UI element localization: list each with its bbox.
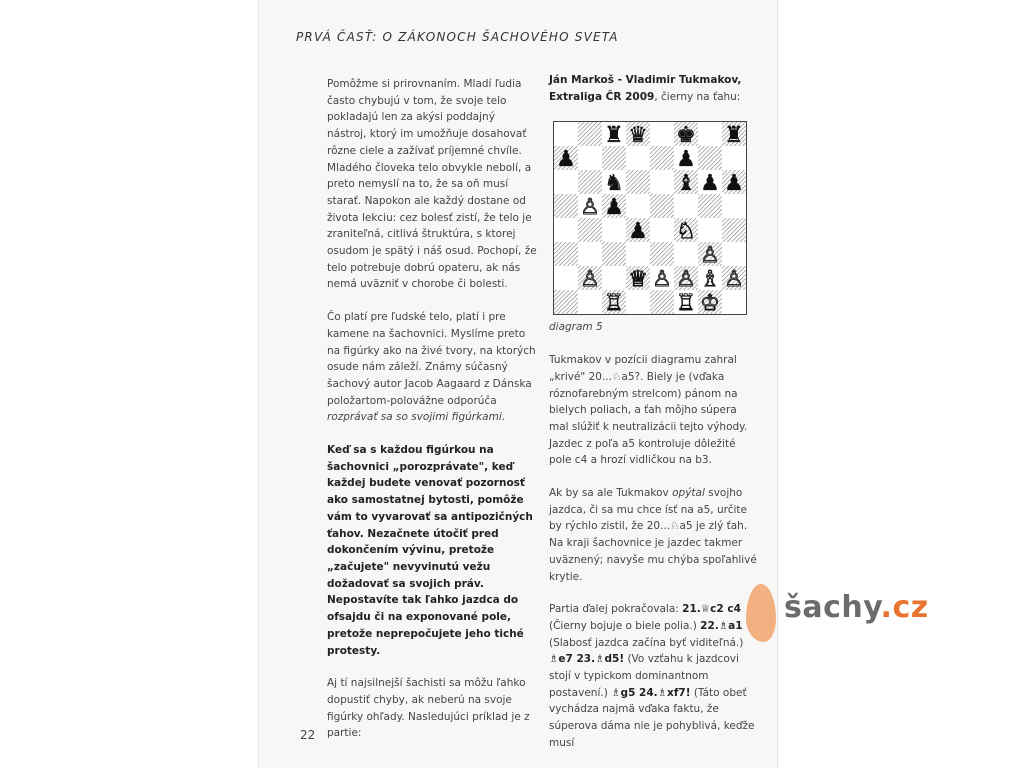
piece-black-f6: ♝ xyxy=(676,171,696,197)
square-g5 xyxy=(698,194,722,218)
paragraph-pieces xyxy=(327,309,537,426)
piece-white-d2: ♕ xyxy=(628,267,648,293)
square-a4 xyxy=(554,218,578,242)
square-f5 xyxy=(674,194,698,218)
paragraph-pieces-text: Čo platí pre ľudské telo, platí i pre kamene na šachovnici. Myslíme preto na figúrky ako na živé tvory, na ktorých osude nám záleží. Známy súčasný šachový autor Jacob Aagaard z Dánska položartom-polovážne odporúča xyxy=(327,311,536,407)
ask-knight-italic: opýtal xyxy=(672,487,705,500)
move-21: 21.♕c2 c4 xyxy=(682,603,741,616)
square-h5 xyxy=(722,194,746,218)
piece-black-d4: ♟ xyxy=(628,219,648,245)
square-b1 xyxy=(578,290,602,314)
piece-black-f7: ♟ xyxy=(676,147,696,173)
chess-diagram xyxy=(553,121,747,315)
square-f3 xyxy=(674,242,698,266)
square-c7 xyxy=(602,146,626,170)
paragraph-bold-advice: Keď sa s každou figúrkou na šachovnici „porozprávate", keď každej budete venovať pozornosť ako samostatnej bytosti, pomôže vám to vyvarovať sa antipozičných ťahov. Nezačnete útočiť pred dokončením vývinu, pretože „začujete" nevyvinutú vežu dožadovať sa svojich práv. Nepostavíte tak ľahko jazdca do ofsajdu či na exponované pole, pretože neprepočujete jeho tiché protesty. xyxy=(327,444,533,657)
square-b4 xyxy=(578,218,602,242)
paragraph-ask-knight xyxy=(549,485,757,585)
square-e7 xyxy=(650,146,674,170)
chess-board xyxy=(554,122,746,314)
square-h1 xyxy=(722,290,746,314)
paragraph-pieces-end: . xyxy=(501,411,506,424)
aagaard-quote: rozprávať sa so svojimi figúrkami xyxy=(327,411,502,424)
square-b3 xyxy=(578,242,602,266)
piece-white-f1: ♖ xyxy=(676,291,696,315)
square-a1 xyxy=(554,290,578,314)
ask-knight-text-a: Ak by sa ale Tukmakov xyxy=(549,487,673,500)
watermark-text xyxy=(784,590,929,625)
running-header: PRVÁ ČASŤ: O ZÁKONOCH ŠACHOVÉHO SVETA xyxy=(296,30,619,44)
piece-white-e2: ♙ xyxy=(652,267,672,293)
square-b6 xyxy=(578,170,602,194)
paragraph-tukmakov-move: Tukmakov v pozícii diagramu zahral „krivé" 20...♘a5?. Biely je (vďaka róznofarebným strelcom) pánom na bielych poliach, a ťah môjho súpera mal slúžiť k neutralizácii tejto výhody. Jazdec z poľa a5 kontroluje dôležité pole c4 a hrozí vidličkou na b3. xyxy=(549,354,748,467)
piece-black-h8: ♜ xyxy=(724,123,744,149)
piece-black-f8: ♚ xyxy=(676,123,696,149)
square-e4 xyxy=(650,218,674,242)
piece-white-g3: ♙ xyxy=(700,243,720,269)
paragraph-body-analogy: Pomôžme si prirovnaním. Mladí ľudia často chybujú v tom, že svoje telo pokladajú len za akýsi poddajný nástroj, ktorý im umožňuje dosahovať rôzne ciele a zažívať príjemné chvíle. Mladého človeka telo obvykle nebolí, a preto nemyslí na to, že sa oň musí starať. Napokon ale každý dostane od života lekciu: cez bolesť zistí, že telo je zraniteľná, citlivá štruktúra, s ktorej osudom je spätý i náš osud. Pochopí, že telo potrebuje dobrú opateru, ak nás nemá uväzniť v chorobe či bolesti. xyxy=(327,78,537,291)
square-d7 xyxy=(626,146,650,170)
square-h3 xyxy=(722,242,746,266)
square-e1 xyxy=(650,290,674,314)
piece-white-c1: ♖ xyxy=(604,291,624,315)
square-d1 xyxy=(626,290,650,314)
piece-black-a7: ♟ xyxy=(556,147,576,173)
move-22: 22.♗a1 xyxy=(700,619,743,632)
game-side-to-move: , čierny na ťahu: xyxy=(654,90,741,103)
continuation-text-b: (Čierny bojuje o biele polia.) xyxy=(549,619,701,632)
square-a6 xyxy=(554,170,578,194)
game-players: Ján Markoš - Vladimir Tukmakov, xyxy=(549,74,742,86)
square-d6 xyxy=(626,170,650,194)
watermark-name: šachy xyxy=(784,590,881,625)
square-g4 xyxy=(698,218,722,242)
game-heading xyxy=(549,72,757,105)
piece-black-g6: ♟ xyxy=(700,171,720,197)
square-c2 xyxy=(602,266,626,290)
square-g8 xyxy=(698,122,722,146)
piece-white-f4: ♘ xyxy=(676,219,696,245)
square-a2 xyxy=(554,266,578,290)
ask-knight-text-b: svojho jazdca, či sa mu chce ísť na a5, určite by rýchlo zistil, že 20...♘a5 je zlý ťah. Na kraji šachovnice je jazdec takmer uväznený; navyše mu chýba spoľahlivé krytie. xyxy=(549,487,757,583)
paragraph-example-intro: Aj tí najsilnejší šachisti sa môžu ľahko dopustiť chyby, ak neberú na svoje figúrky ohľady. Nasledujúci príklad je z partie: xyxy=(327,677,530,740)
piece-black-c6: ♞ xyxy=(604,171,624,197)
square-c3 xyxy=(602,242,626,266)
square-g7 xyxy=(698,146,722,170)
piece-white-g2: ♗ xyxy=(700,267,720,293)
square-c4 xyxy=(602,218,626,242)
square-b8 xyxy=(578,122,602,146)
square-a3 xyxy=(554,242,578,266)
square-d3 xyxy=(626,242,650,266)
piece-white-f2: ♙ xyxy=(676,267,696,293)
square-e8 xyxy=(650,122,674,146)
piece-black-c8: ♜ xyxy=(604,123,624,149)
square-b7 xyxy=(578,146,602,170)
square-a5 xyxy=(554,194,578,218)
square-h7 xyxy=(722,146,746,170)
square-e6 xyxy=(650,170,674,194)
knight-logo-icon xyxy=(746,584,776,642)
move-23: ♗e7 23.♗d5! xyxy=(549,653,625,666)
right-column xyxy=(549,72,757,768)
square-e5 xyxy=(650,194,674,218)
piece-black-h6: ♟ xyxy=(724,171,744,197)
page-number: 22 xyxy=(300,728,316,742)
piece-white-b5: ♙ xyxy=(580,195,600,221)
watermark-domain: .cz xyxy=(880,590,929,625)
sachy-cz-watermark xyxy=(746,584,946,654)
piece-black-d8: ♛ xyxy=(628,123,648,149)
piece-white-b2: ♙ xyxy=(580,267,600,293)
game-event: Extraliga ČR 2009 xyxy=(549,90,655,103)
diagram-caption: diagram 5 xyxy=(549,321,603,334)
piece-white-h2: ♙ xyxy=(724,267,744,293)
piece-white-g1: ♔ xyxy=(700,291,720,315)
piece-black-c5: ♟ xyxy=(604,195,624,221)
square-d5 xyxy=(626,194,650,218)
square-a8 xyxy=(554,122,578,146)
continuation-text-c: (Slabosť jazdca začína byť viditeľná.) xyxy=(549,636,744,649)
continuation-text-e: (Táto obeť vychádza najmä vďaka faktu, že súperova dáma nie je pohyblivá, keďže musí xyxy=(549,686,755,749)
square-h4 xyxy=(722,218,746,242)
paragraph-game-continuation xyxy=(549,601,757,751)
square-e3 xyxy=(650,242,674,266)
left-column xyxy=(327,76,537,758)
continuation-text-a: Partia ďalej pokračovala: xyxy=(549,603,683,616)
continuation-text-d: (Vo vzťahu k jazdcovi stojí v typickom dominantnom postavení.) xyxy=(549,653,739,699)
move-24: ♗g5 24.♗xf7! xyxy=(611,686,691,699)
